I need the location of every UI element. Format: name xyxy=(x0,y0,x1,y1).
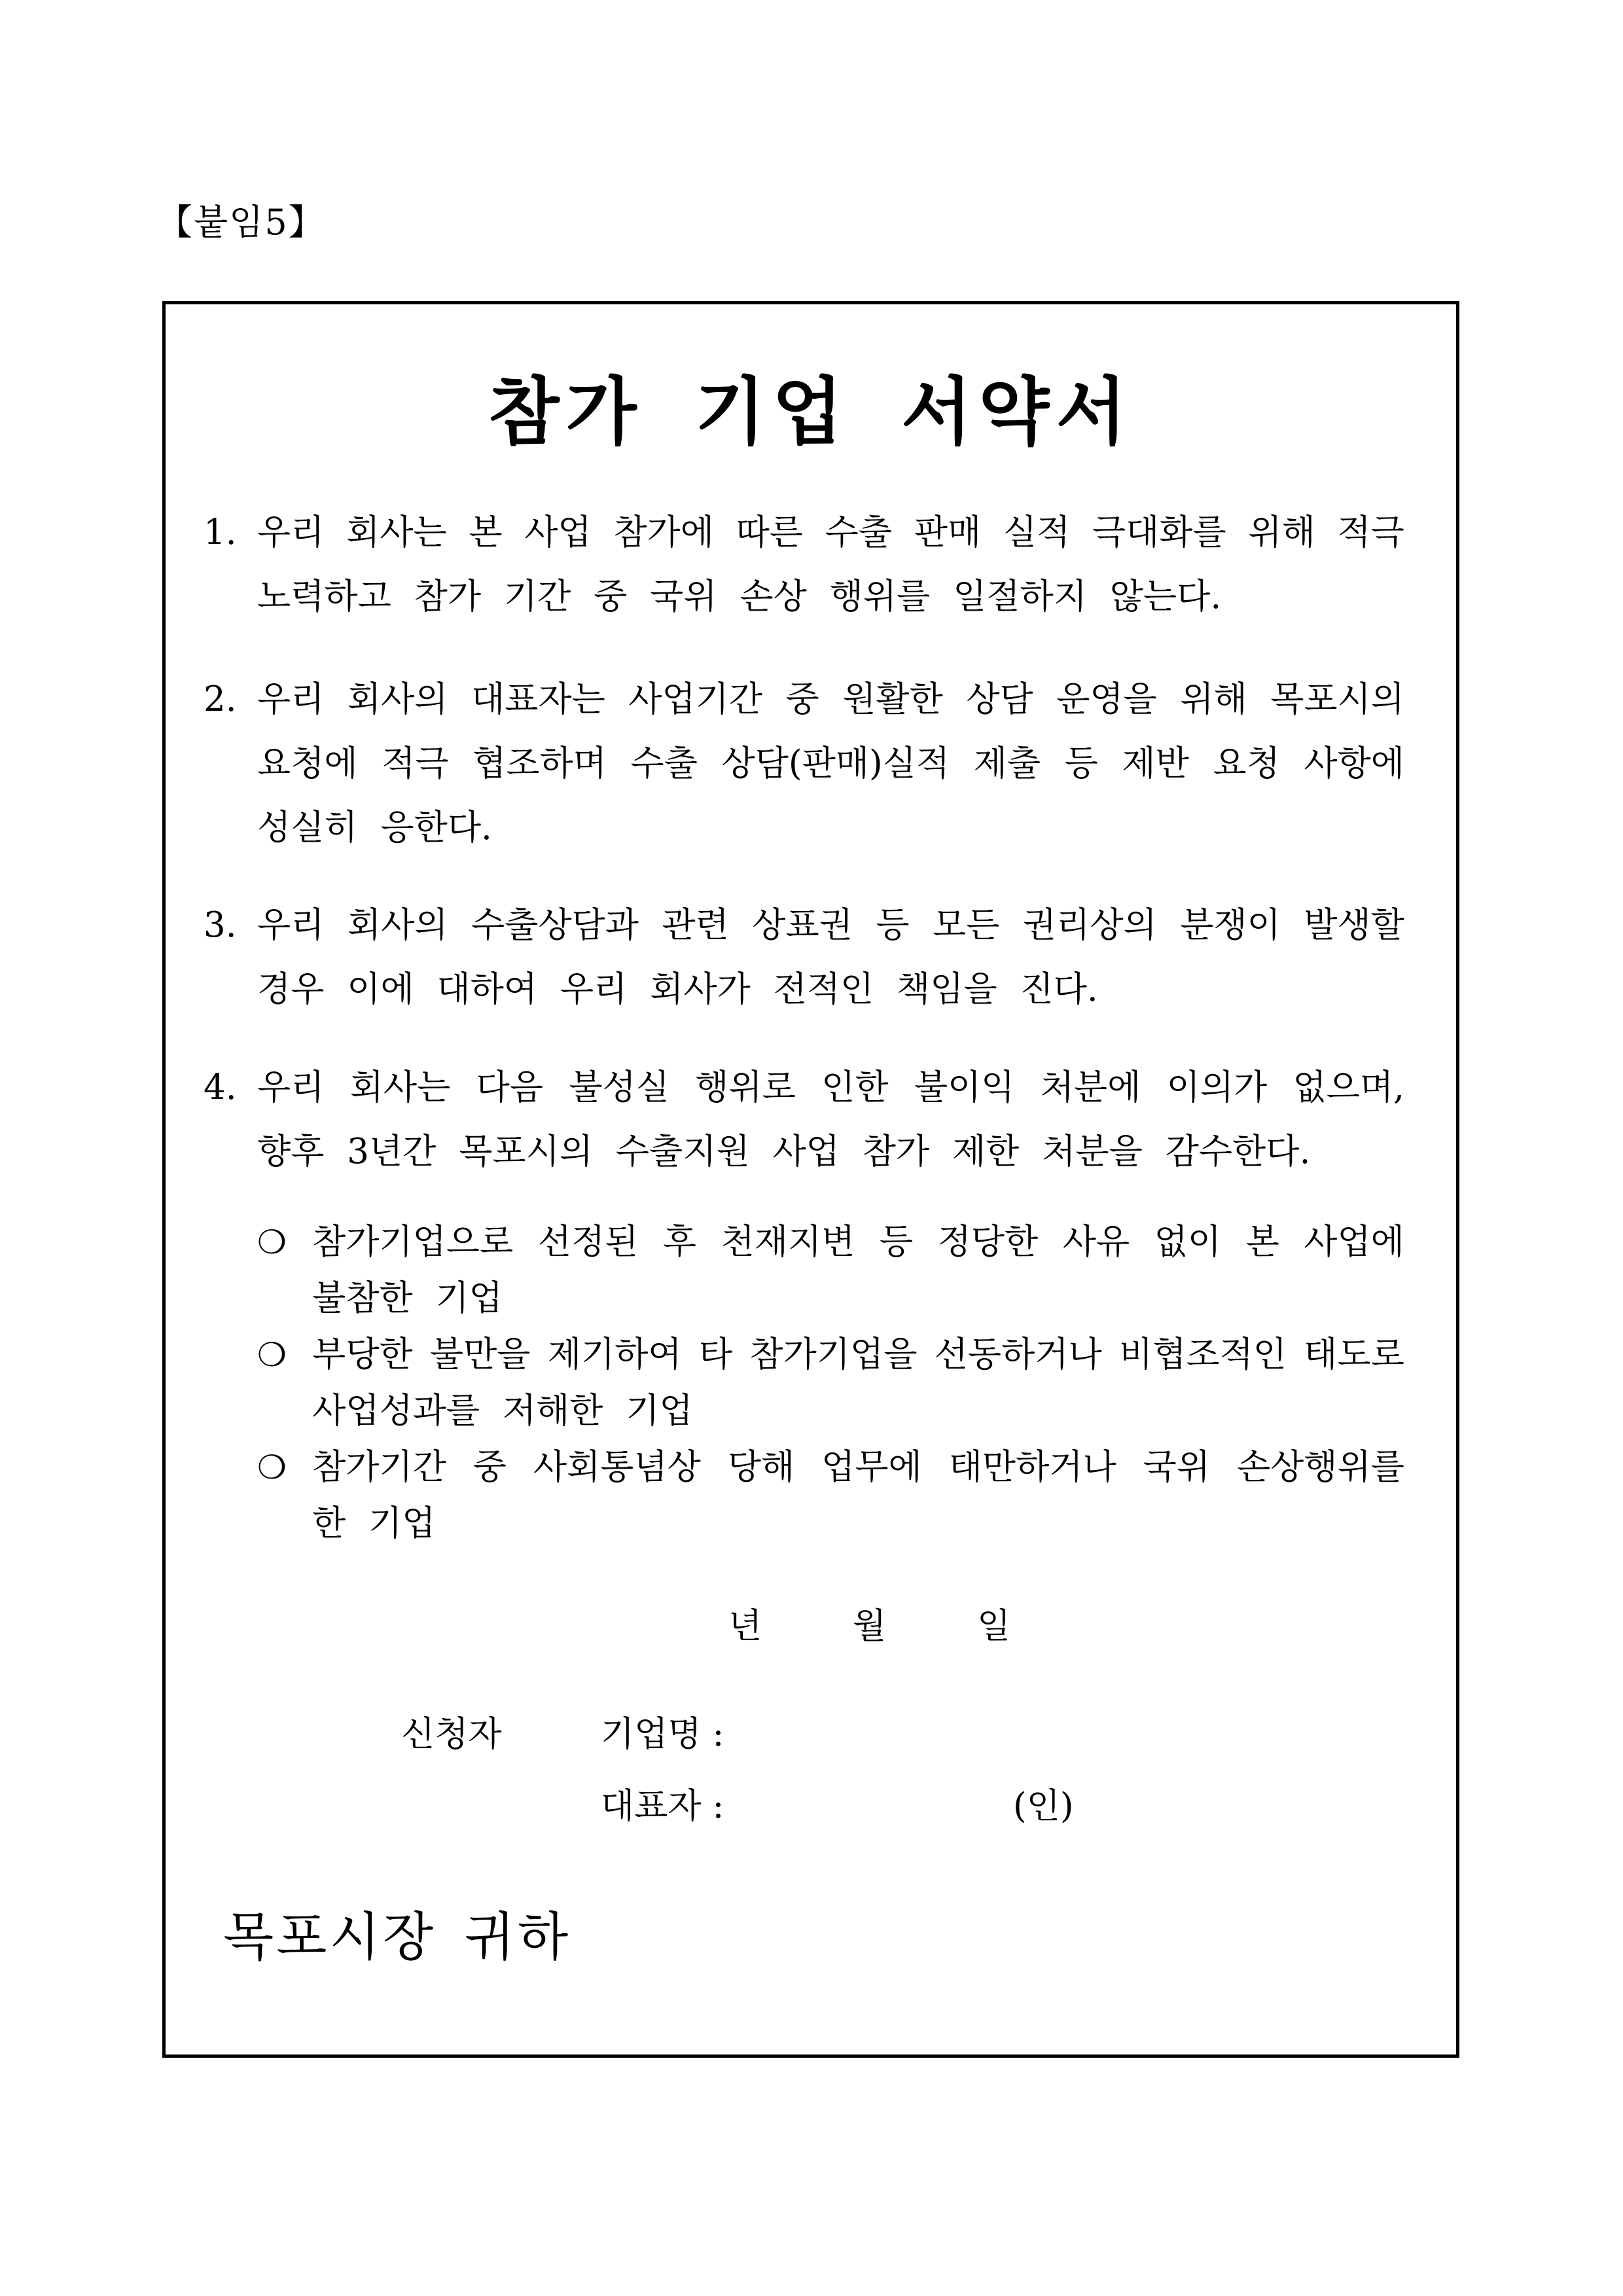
clause-word: 다음 xyxy=(476,1067,544,1107)
clause-word: 목포시의 xyxy=(1270,679,1404,719)
clause-word: 수출 xyxy=(825,512,893,552)
clause-word: 제출 xyxy=(973,744,1041,783)
misconduct-line xyxy=(257,1439,1404,1496)
misconduct-word: 손상행위를 xyxy=(1236,1447,1404,1487)
hollow-circle-bullet-icon: ❍ xyxy=(257,1336,287,1374)
clause-word: 원활한 xyxy=(842,679,943,719)
misconduct-word: 태만하거나 xyxy=(948,1447,1116,1487)
clause-word: 처분에 xyxy=(1040,1067,1141,1107)
misconduct-word: 불만을 xyxy=(429,1335,531,1374)
clause-indent xyxy=(204,1120,257,1184)
misconduct-word: 참가기업을 xyxy=(749,1335,918,1374)
clause-word: 따른 xyxy=(736,512,803,552)
clause-line xyxy=(204,1120,1404,1184)
clause-word: 권리상의 xyxy=(1022,905,1157,945)
clause-word: 운영을 xyxy=(1056,679,1157,719)
misconduct-word: 당해 xyxy=(727,1447,795,1487)
clause-line xyxy=(204,796,1404,860)
clause-word: 적극 xyxy=(1337,512,1404,552)
pledge-form xyxy=(162,301,1459,2058)
clause-word: 불이익 xyxy=(914,1067,1015,1107)
misconduct-list xyxy=(257,1214,1404,1552)
clause-word: 요청 xyxy=(1213,744,1280,783)
clause-word: 위해 xyxy=(1180,679,1247,719)
misconduct-word: 제기하여 xyxy=(547,1335,682,1374)
clause-word: 사업기간 xyxy=(628,679,763,719)
hollow-circle-bullet-icon: ❍ xyxy=(257,1223,287,1261)
misconduct-word: 업무에 xyxy=(821,1447,922,1487)
clause-word: 우리 xyxy=(257,679,325,719)
clause-word: 사항에 xyxy=(1304,744,1404,783)
misconduct-word: 본 xyxy=(1245,1222,1279,1262)
misconduct-word: 태도로 xyxy=(1304,1335,1404,1374)
attachment-label: 【붙임5】 xyxy=(157,202,325,243)
misconduct-text: 사업성과를 저해한 기업 xyxy=(312,1391,693,1431)
clause-word: 제반 xyxy=(1122,744,1189,783)
clause-word: 수출 xyxy=(630,744,698,783)
clause-word: 회사의 xyxy=(347,679,448,719)
clause-indent xyxy=(204,958,257,1022)
clause-line xyxy=(204,958,1404,1022)
misconduct-word: 없이 xyxy=(1154,1222,1222,1262)
misconduct-item xyxy=(257,1439,1404,1552)
clause-word: 행위로 xyxy=(695,1067,796,1107)
date-month-label: 월 xyxy=(853,1606,887,1646)
clause-number: 4. xyxy=(204,1067,237,1107)
clause-2 xyxy=(204,668,1404,860)
clause-word: 요청에 xyxy=(257,744,358,783)
clause-word: 우리 xyxy=(257,512,325,552)
misconduct-word: 사업에 xyxy=(1304,1222,1404,1262)
clause-word: 우리 xyxy=(257,905,325,945)
clause-number: 3. xyxy=(204,905,237,945)
clause-word: 우리 xyxy=(257,1067,325,1107)
clause-text: 경우 이에 대하여 우리 회사가 전적인 책임을 진다. xyxy=(257,969,1098,1009)
clause-4 xyxy=(204,1056,1404,1184)
date-year-label: 년 xyxy=(728,1606,762,1646)
representative-label: 대표자 : xyxy=(601,1786,724,1826)
clause-3 xyxy=(204,893,1404,1022)
clause-word: 발생할 xyxy=(1304,905,1404,945)
clause-word: 회사는 xyxy=(346,512,447,552)
misconduct-word: 정당한 xyxy=(937,1222,1039,1262)
clause-word: 판매 xyxy=(914,512,982,552)
hollow-circle-bullet-icon: ❍ xyxy=(257,1448,287,1486)
clause-word: 참가에 xyxy=(613,512,714,552)
misconduct-item xyxy=(257,1214,1404,1327)
misconduct-word: 국위 xyxy=(1143,1447,1211,1487)
clause-word: 회사의 xyxy=(347,905,448,945)
clause-word: 모든 xyxy=(933,905,1000,945)
clause-word: 상담 xyxy=(966,679,1033,719)
misconduct-word: 참가기업으로 xyxy=(312,1222,514,1262)
clause-word: 없으며, xyxy=(1293,1067,1404,1107)
clause-word: 등 xyxy=(1064,744,1098,783)
clause-line xyxy=(204,1056,1404,1120)
misconduct-word: 비협조적인 xyxy=(1119,1335,1287,1374)
clause-text: 성실히 응한다. xyxy=(257,808,492,848)
clause-text: 노력하고 참가 기간 중 국위 손상 행위를 일절하지 않는다. xyxy=(257,577,1222,617)
clause-word: 회사는 xyxy=(349,1067,451,1107)
misconduct-word: 사회통념상 xyxy=(533,1447,701,1487)
clause-indent xyxy=(204,565,257,629)
clause-word: 불성실 xyxy=(569,1067,669,1107)
clause-word: 위해 xyxy=(1248,512,1315,552)
misconduct-word: 참가기간 xyxy=(312,1447,446,1487)
seal-label: (인) xyxy=(1013,1786,1074,1826)
clause-line xyxy=(204,501,1404,565)
document-title: 참가 기업 서약서 xyxy=(488,370,1133,455)
misconduct-word: 사유 xyxy=(1062,1222,1130,1262)
misconduct-line xyxy=(257,1327,1404,1383)
clause-word: 상담(판매)실적 xyxy=(721,744,950,783)
clause-word: 본 xyxy=(469,512,503,552)
clause-word: 대표자는 xyxy=(471,679,605,719)
misconduct-item xyxy=(257,1327,1404,1439)
clause-line xyxy=(204,893,1404,958)
clause-line xyxy=(204,732,1404,796)
clause-number: 2. xyxy=(204,679,237,719)
misconduct-word: 부당한 xyxy=(312,1335,413,1374)
misconduct-word: 중 xyxy=(473,1447,507,1487)
misconduct-word: 선정된 xyxy=(537,1222,639,1262)
clause-word: 인한 xyxy=(821,1067,889,1107)
misconduct-word: 선동하거나 xyxy=(934,1335,1102,1374)
clause-word: 사업 xyxy=(524,512,592,552)
misconduct-line xyxy=(257,1214,1404,1270)
applicant-label: 신청자 xyxy=(401,1714,502,1754)
misconduct-text: 불참한 기업 xyxy=(312,1278,503,1318)
clause-1 xyxy=(204,501,1404,629)
clause-text: 향후 3년간 목포시의 수출지원 사업 참가 제한 처분을 감수한다. xyxy=(257,1132,1311,1172)
clause-word: 관련 xyxy=(662,905,729,945)
misconduct-word: 등 xyxy=(879,1222,914,1262)
clause-word: 상표권 xyxy=(752,905,853,945)
clause-word: 분쟁이 xyxy=(1180,905,1281,945)
clause-number: 1. xyxy=(204,512,237,552)
misconduct-word: 후 xyxy=(662,1222,697,1262)
misconduct-word: 천재지변 xyxy=(721,1222,855,1262)
clause-word: 적극 xyxy=(382,744,449,783)
clause-word: 이의가 xyxy=(1166,1067,1268,1107)
clause-indent xyxy=(204,796,257,860)
date-day-label: 일 xyxy=(977,1606,1011,1646)
addressee: 목포시장 귀하 xyxy=(223,1907,571,1967)
misconduct-word: 타 xyxy=(698,1335,733,1374)
company-name-label: 기업명 : xyxy=(601,1714,724,1754)
misconduct-text: 한 기업 xyxy=(312,1503,436,1543)
clause-word: 실적 xyxy=(1003,512,1071,552)
clause-word: 극대화를 xyxy=(1092,512,1226,552)
clause-word: 수출상담과 xyxy=(471,905,639,945)
clause-line xyxy=(204,565,1404,629)
clause-line xyxy=(204,668,1404,732)
clause-word: 등 xyxy=(876,905,910,945)
clause-word: 협조하며 xyxy=(473,744,607,783)
clause-indent xyxy=(204,732,257,796)
clause-word: 중 xyxy=(785,679,819,719)
